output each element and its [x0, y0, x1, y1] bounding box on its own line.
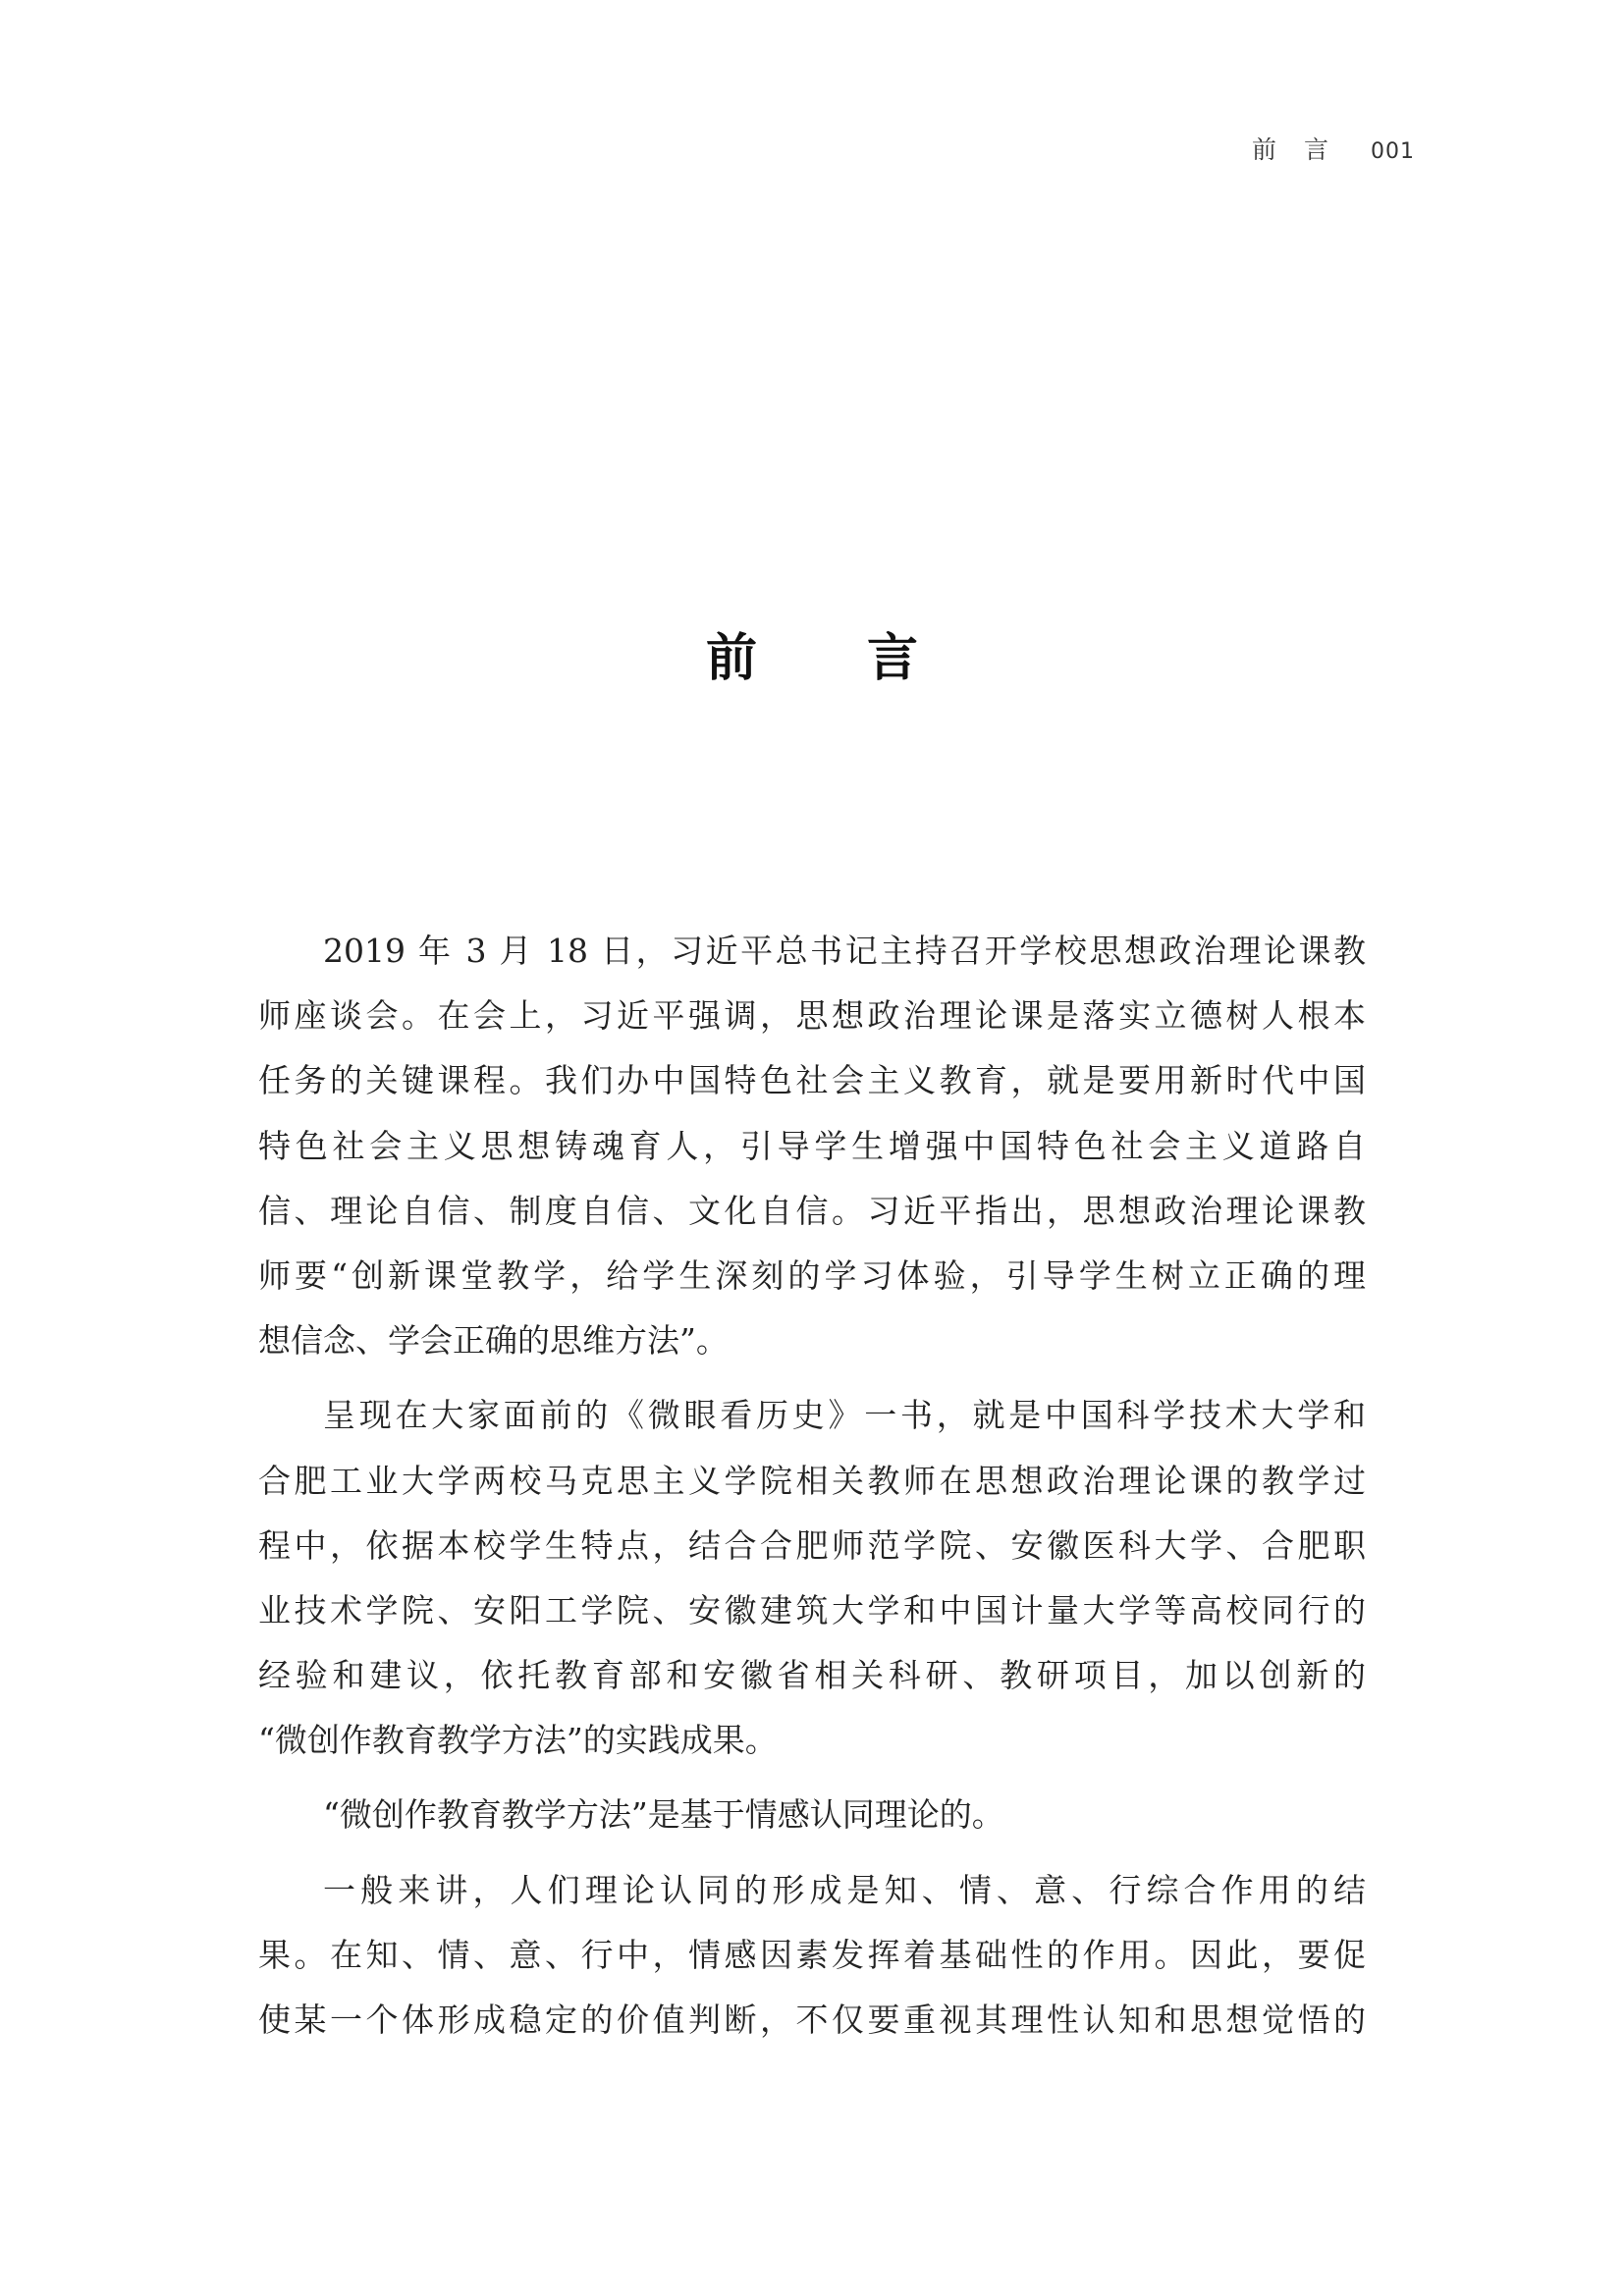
text-line: 合肥工业大学两校马克思主义学院相关教师在思想政治理论课的教学过 — [258, 1461, 1366, 1500]
running-head — [1252, 131, 1415, 166]
text-line: 程中，依据本校学生特点，结合合肥师范学院、安徽医科大学、合肥职 — [258, 1525, 1366, 1565]
text-line: 想信念、学会正确的思维方法”。 — [258, 1321, 729, 1361]
paragraph-gap — [258, 1773, 1366, 1783]
paragraph — [258, 1383, 1366, 1773]
text-line: 信、理论自信、制度自信、文化自信。习近平指出，思想政治理论课教 — [258, 1191, 1366, 1230]
text-line: 任务的关键课程。我们办中国特色社会主义教育，就是要用新时代中国 — [258, 1061, 1366, 1100]
text-line: 特色社会主义思想铸魂育人，引导学生增强中国特色社会主义道路自 — [258, 1126, 1366, 1165]
text-line: 果。在知、情、意、行中，情感因素发挥着基础性的作用。因此，要促 — [258, 1935, 1366, 1974]
text-line: 经验和建议，依托教育部和安徽省相关科研、教研项目，加以创新的 — [258, 1656, 1366, 1695]
text-line: 业技术学院、安阳工学院、安徽建筑大学和中国计量大学等高校同行的 — [258, 1590, 1366, 1629]
text-line: 2019 年 3 月 18 日，习近平总书记主持召开学校思想政治理论课教 — [323, 932, 1366, 970]
page-number: 001 — [1371, 139, 1415, 164]
text-line: 使某一个体形成稳定的价值判断，不仅要重视其理性认知和思想觉悟的 — [258, 2001, 1366, 2039]
paragraph-gap — [258, 1848, 1366, 1858]
paragraph — [258, 919, 1366, 1373]
body-text — [258, 919, 1366, 2053]
running-head-title: 前言 — [1252, 135, 1357, 164]
paragraph — [258, 1858, 1366, 2054]
text-line: 一般来讲，人们理论认同的形成是知、情、意、行综合作用的结 — [323, 1870, 1366, 1909]
text-line: “微创作教育教学方法”是基于情感认同理论的。 — [323, 1795, 1004, 1835]
paragraph — [258, 1783, 1366, 1847]
text-line: 呈现在大家面前的《微眼看历史》一书，就是中国科学技术大学和 — [323, 1396, 1366, 1435]
chapter-title: 前言 — [705, 628, 1028, 688]
text-line: 师座谈会。在会上，习近平强调，思想政治理论课是落实立德树人根本 — [258, 996, 1366, 1036]
text-line: “微创作教育教学方法”的实践成果。 — [258, 1721, 778, 1760]
paragraph-gap — [258, 1373, 1366, 1383]
text-line: 师要“创新课堂教学，给学生深刻的学习体验，引导学生树立正确的理 — [258, 1255, 1366, 1295]
